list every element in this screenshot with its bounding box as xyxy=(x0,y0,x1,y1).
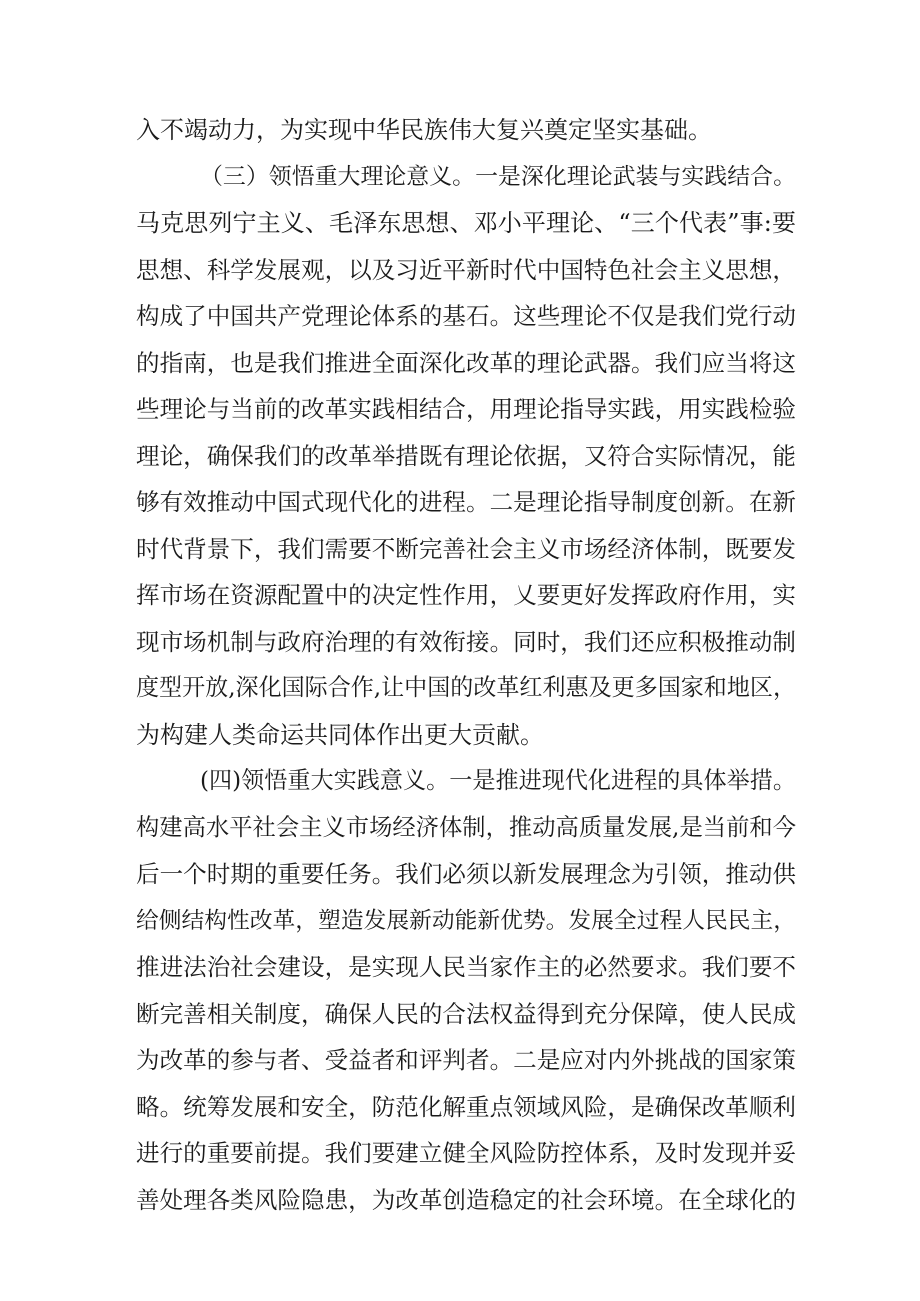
text-line: 的指南，也是我们推进全面深化改革的理论武器。我们应当将这 xyxy=(136,349,796,377)
text-line: 些理论与当前的改革实践相结合，用理论指导实践，用实践检验 xyxy=(136,395,796,423)
text-line: 现市场机制与政府治理的有效衔接。同时，我们还应积极推动制 xyxy=(136,628,796,656)
text-line: 略。统筹发展和安全，防范化解重点领域风险，是确保改革顺利 xyxy=(136,1093,796,1121)
text-line: 时代背景下，我们需要不断完善社会主义市场经济体制，既要发 xyxy=(136,535,796,563)
text-line: 构建高水平社会主义市场经济体制，推动高质量发展,是当前和今 xyxy=(136,814,796,841)
text-line: 为构建人类命运共同体作出更大贡献。 xyxy=(136,721,544,749)
text-line: 入不竭动力，为实现中华民族伟大复兴奠定坚实基础。 xyxy=(136,116,712,144)
section-heading-line: (四)领悟重大实践意义。一是推进现代化进程的具体举措。 xyxy=(200,768,796,794)
text-line: 后一个时期的重要任务。我们必须以新发展理念为引领，推动供 xyxy=(136,860,796,888)
text-line: 推进法治社会建设，是实现人民当家作主的必然要求。我们要不 xyxy=(136,953,796,981)
text-line: 马克思列宁主义、毛泽东思想、邓小平理论、“三个代表”事:要 xyxy=(136,209,796,237)
text-line: 挥市场在资源配置中的决定性作用，乂要更好发挥政府作用，实 xyxy=(136,581,796,609)
text-line: 够有效推动中国式现代化的进程。二是理论指导制度创新。在新 xyxy=(136,488,796,516)
text-line: 为改革的参与者、受益者和评判者。二是应对内外挑战的国家策 xyxy=(136,1046,796,1074)
text-line: 度型开放,深化国际合作,让中国的改革红利惠及更多国家和地区， xyxy=(136,675,796,701)
text-line: 断完善相关制度，确保人民的合法权益得到充分保障，使人民成 xyxy=(136,1000,796,1028)
section-heading-line: （三）领悟重大理论意义。一是深化理论武装与实践结合。 xyxy=(200,164,796,190)
text-line: 善处理各类风险隐患，为改革创造稳定的社会环境。在全球化的 xyxy=(136,1186,796,1214)
text-line: 进行的重要前提。我们要建立健全风险防控体系，及时发现并妥 xyxy=(136,1139,796,1167)
text-line: 思想、科学发展观，以及习近平新时代中国特色社会主义思想， xyxy=(136,256,796,284)
text-line: 构成了中国共产党理论体系的基石。这些理论不仅是我们党行动 xyxy=(136,302,796,330)
text-line: 理论，确保我们的改革举措既有理论依据，又符合实际情况，能 xyxy=(136,442,796,470)
text-line: 给侧结构性改革，塑造发展新动能新优势。发展全过程人民民主， xyxy=(136,908,796,934)
